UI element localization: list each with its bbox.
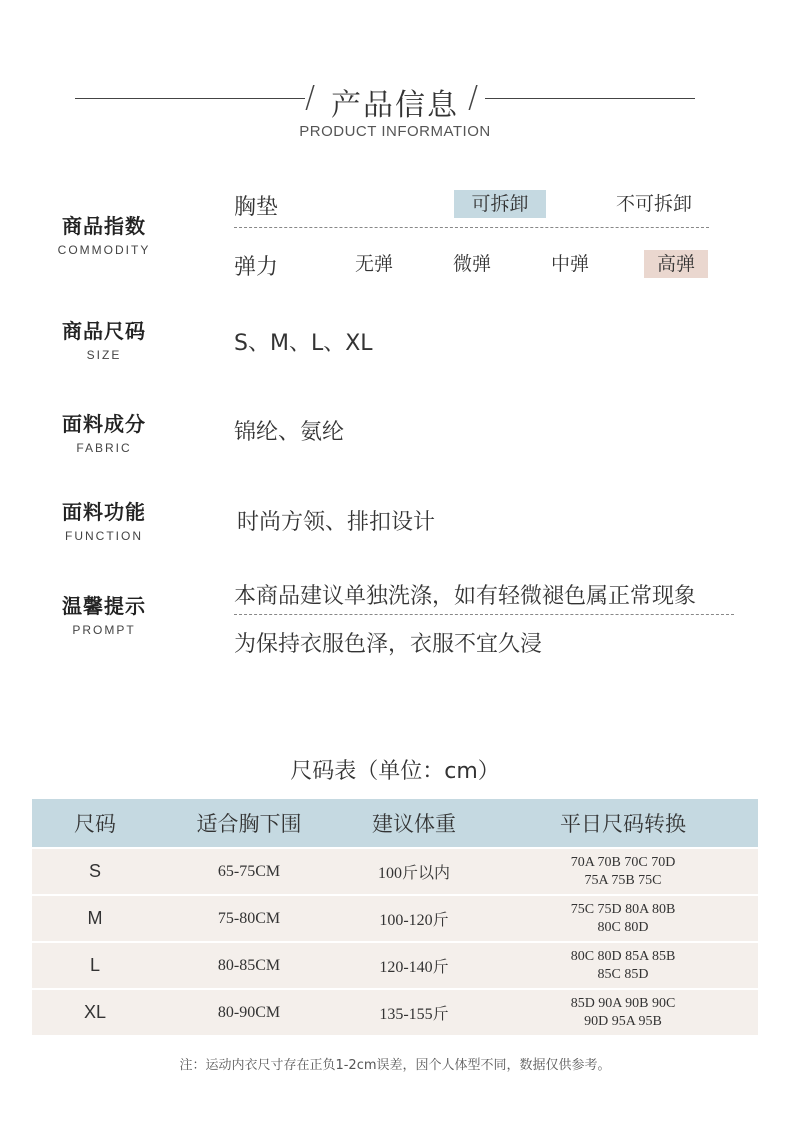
size-table-note: 注：运动内衣尺寸存在正负1-2cm误差，因个人体型不同，数据仅供参考。 bbox=[179, 1058, 611, 1073]
cell-conversion bbox=[488, 943, 758, 988]
label-size bbox=[40, 315, 168, 362]
function-text: 时尚方领、排扣设计 bbox=[237, 510, 436, 535]
elastic-label: 弹力 bbox=[234, 255, 279, 280]
table-row bbox=[32, 849, 758, 894]
prompt-line-1: 本商品建议单独洗涤，如有轻微褪色属正常现象 bbox=[234, 584, 697, 609]
label-function-en: FUNCTION bbox=[65, 529, 143, 543]
cell-size: M bbox=[87, 908, 103, 928]
cell-conversion bbox=[488, 896, 758, 941]
label-prompt-en: PROMPT bbox=[72, 623, 136, 637]
size-table bbox=[32, 799, 758, 1035]
cell-conversion bbox=[488, 990, 758, 1035]
label-size-cn: 商品尺码 bbox=[62, 319, 146, 343]
label-fabric bbox=[40, 408, 168, 455]
header-slash-left: / bbox=[305, 80, 316, 115]
label-commodity-cn: 商品指数 bbox=[62, 214, 146, 238]
label-function-cn: 面料功能 bbox=[62, 500, 146, 524]
cell-underbust: 80-85CM bbox=[217, 956, 281, 974]
label-function bbox=[40, 496, 168, 543]
cell-conversion bbox=[488, 849, 758, 894]
cell-underbust: 80-90CM bbox=[217, 1003, 281, 1021]
cell-weight: 135-155斤 bbox=[379, 1006, 449, 1023]
header-slash-right: / bbox=[468, 80, 479, 115]
cell-conversion-line: 85D 90A 90B 90C bbox=[570, 995, 676, 1011]
cell-conversion-line: 80C 80D 85A 85B bbox=[570, 948, 676, 964]
header-conversion: 平日尺码转换 bbox=[560, 812, 686, 836]
table-row bbox=[32, 990, 758, 1035]
cell-weight: 120-140斤 bbox=[379, 959, 449, 976]
prompt-dashed-divider bbox=[234, 614, 734, 615]
cell-size: XL bbox=[83, 1002, 107, 1022]
pad-label: 胸垫 bbox=[234, 195, 279, 220]
pad-option-fixed: 不可拆卸 bbox=[615, 193, 692, 215]
header-size: 尺码 bbox=[74, 812, 116, 836]
table-row bbox=[32, 943, 758, 988]
cell-conversion-line: 70A 70B 70C 70D bbox=[570, 854, 676, 870]
label-prompt-cn: 温馨提示 bbox=[62, 594, 146, 618]
cell-weight: 100-120斤 bbox=[379, 912, 449, 929]
page-title: 产品信息 bbox=[331, 88, 459, 123]
label-commodity bbox=[40, 210, 168, 257]
label-fabric-en: FABRIC bbox=[76, 441, 132, 455]
header-underbust: 适合胸下围 bbox=[196, 812, 302, 836]
cell-conversion-line: 80C 80D bbox=[597, 919, 649, 935]
fabric-text: 锦纶、氨纶 bbox=[234, 420, 345, 445]
pad-option-removable: 可拆卸 bbox=[454, 190, 546, 218]
header-weight: 建议体重 bbox=[372, 812, 456, 836]
cell-conversion-line: 85C 85D bbox=[597, 966, 649, 982]
elastic-option-high: 高弹 bbox=[644, 250, 708, 278]
cell-underbust: 75-80CM bbox=[217, 909, 281, 927]
page-subtitle: PRODUCT INFORMATION bbox=[299, 123, 491, 140]
size-text: S、M、L、XL bbox=[234, 331, 373, 356]
cell-conversion-line: 90D 95A 95B bbox=[584, 1013, 662, 1029]
elastic-option-none: 无弹 bbox=[354, 253, 393, 275]
size-table-header bbox=[32, 799, 758, 847]
table-row bbox=[32, 896, 758, 941]
prompt-line-2: 为保持衣服色泽，衣服不宜久浸 bbox=[234, 632, 543, 657]
cell-conversion-line: 75C 75D 80A 80B bbox=[570, 901, 676, 917]
cell-weight: 100斤以内 bbox=[377, 865, 450, 882]
cell-size: S bbox=[88, 861, 101, 881]
cell-size: L bbox=[89, 955, 100, 975]
cell-underbust: 65-75CM bbox=[217, 862, 281, 880]
elastic-option-medium: 中弹 bbox=[550, 253, 589, 275]
elastic-option-slight: 微弹 bbox=[452, 253, 491, 275]
size-table-title: 尺码表（单位：cm） bbox=[290, 759, 500, 784]
dashed-divider bbox=[234, 227, 709, 228]
label-fabric-cn: 面料成分 bbox=[62, 412, 146, 436]
label-commodity-en: COMMODITY bbox=[57, 243, 151, 257]
cell-conversion-line: 75A 75B 75C bbox=[584, 872, 662, 888]
label-size-en: SIZE bbox=[86, 348, 122, 362]
label-prompt bbox=[40, 590, 168, 637]
